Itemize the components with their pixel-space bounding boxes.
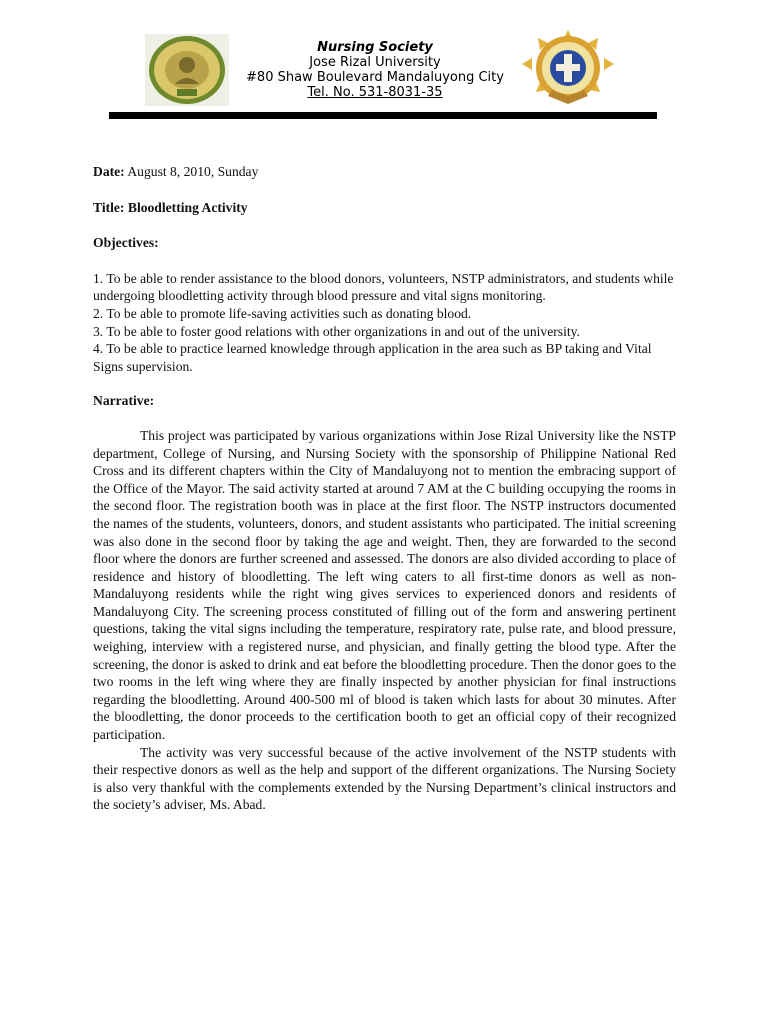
objective-item: 1. To be able to render assistance to the blood donors, volunteers, NSTP administrators, and students while undergoing bloodletting activity through blood pressure and vital signs monitoring. xyxy=(93,270,674,304)
university-name: Jose Rizal University xyxy=(309,55,441,70)
letterhead xyxy=(0,0,768,120)
narrative-heading: Narrative: xyxy=(93,393,155,409)
title-label: Title: xyxy=(93,199,125,215)
society-name: Nursing Society xyxy=(317,40,433,55)
nursing-society-seal-logo xyxy=(520,30,616,108)
objective-item: 2. To be able to promote life-saving activities such as donating blood. xyxy=(93,305,472,321)
date-value: August 8, 2010, Sunday xyxy=(127,164,259,179)
date-label: Date: xyxy=(93,164,125,179)
letterhead-text xyxy=(230,40,520,114)
narrative-text xyxy=(93,427,676,814)
date-line xyxy=(93,163,676,181)
telephone-number: Tel. No. 531-8031-35 xyxy=(307,85,443,100)
title-value: Bloodletting Activity xyxy=(127,199,248,215)
narrative-paragraph: This project was participated by various organizations within Jose Rizal University like the NSTP department, College of Nursing, and Nursing Society with the sponsorship of Philippine National Red Cross and its different chapters within the City of Mandaluyong not to mention the embracing support of the Office of the Mayor. The said activity started at around 7 AM at the C building occupying the rooms in the second floor. The registration booth was in place at the first floor. The NSTP instructors documented the names of the students, volunteers, donors, and student assistants who participated. The initial screening was also done in the second floor by taking the age and weight. Then, they are forwarded to the second floor where the donors are further screened and assessed. The donors are also divided according to place of residence and history of bloodletting. The left wing caters to all first-time donors as well as non-Mandaluyong residents while the right wing gives services to experienced donors and residents of Mandaluyong City. The screening process constituted of filling out of the form and answering pertinent questions, taking the vital signs including the temperature, respiratory rate, pulse rate, and blood pressure, weighing, interview with a registered nurse, and physician, and finally getting the blood type. After the screening, the donor is asked to drink and eat before the bloodletting procedure. Then the donor goes to the two rooms in the left wing where they are finally inspected by another physician for final instructions regarding the bloodletting. Around 400-500 ml of blood is taken which lasts for about 30 minutes. After the bloodletting, the donor proceeds to the certification booth to get an official copy of their recognized participation. xyxy=(93,427,676,743)
narrative-paragraph: The activity was very successful because of the active involvement of the NSTP students with their respective donors as well as the help and support of the different organizations. The Nursing Society is also very thankful with the complements extended by the Nursing Department’s clinical instructors and the society’s adviser, Ms. Abad. xyxy=(93,744,676,813)
objectives-heading: Objectives: xyxy=(93,235,159,251)
objectives-list xyxy=(93,270,676,376)
address: #80 Shaw Boulevard Mandaluyong City xyxy=(246,70,504,85)
document-body xyxy=(93,163,676,814)
letterhead-divider xyxy=(109,112,657,119)
objective-item: 3. To be able to foster good relations with other organizations in and out of the university. xyxy=(93,323,580,339)
jose-rizal-university-seal-logo xyxy=(145,34,229,106)
title-line xyxy=(93,199,676,217)
objective-item: 4. To be able to practice learned knowledge through application in the area such as BP taking and Vital Signs supervision. xyxy=(93,341,652,374)
